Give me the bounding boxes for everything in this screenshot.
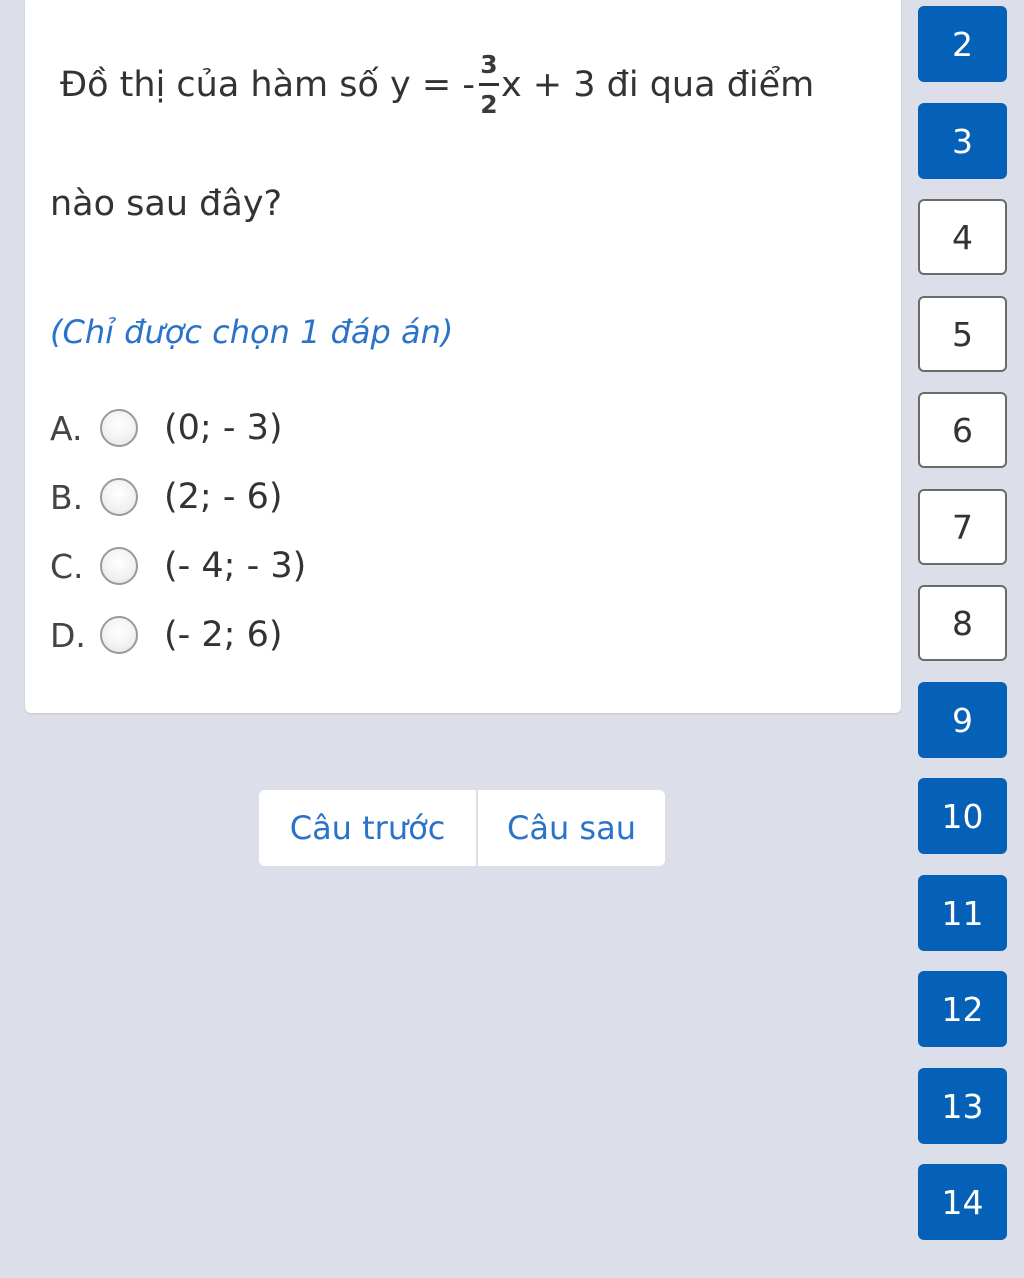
question-card	[25, 0, 901, 713]
option-letter: B.	[50, 477, 84, 517]
option-d[interactable]	[50, 611, 283, 659]
option-a[interactable]	[50, 404, 283, 452]
fraction-numerator: 3	[480, 50, 498, 79]
question-number-button[interactable]: 5	[918, 296, 1007, 372]
question-number-button[interactable]: 4	[918, 199, 1007, 275]
fraction	[479, 52, 499, 117]
option-d-radio[interactable]	[100, 616, 138, 654]
option-value: (0; - 3)	[164, 408, 283, 448]
question-number-button[interactable]: 3	[918, 103, 1007, 179]
question-text-after: x + 3 đi qua điểm	[500, 64, 815, 105]
question-number-button[interactable]: 12	[918, 971, 1007, 1047]
option-value: (2; - 6)	[164, 477, 283, 517]
option-b[interactable]	[50, 473, 283, 521]
question-text-before: Đồ thị của hàm số y = -	[60, 64, 475, 105]
option-value: (- 4; - 3)	[164, 546, 307, 586]
question-text-line2: nào sau đây?	[50, 184, 283, 224]
question-number-button[interactable]: 11	[918, 875, 1007, 951]
next-question-button[interactable]: Câu sau	[478, 790, 665, 866]
option-b-radio[interactable]	[100, 478, 138, 516]
question-number-button[interactable]: 2	[918, 6, 1007, 82]
answer-hint: (Chỉ được chọn 1 đáp án)	[50, 313, 454, 351]
option-letter: A.	[50, 408, 83, 448]
question-number-button[interactable]: 13	[918, 1068, 1007, 1144]
question-number-button[interactable]: 7	[918, 489, 1007, 565]
option-a-radio[interactable]	[100, 409, 138, 447]
question-text	[60, 52, 814, 117]
question-number-button[interactable]: 9	[918, 682, 1007, 758]
question-number-button[interactable]: 6	[918, 392, 1007, 468]
fraction-denominator: 2	[480, 90, 498, 119]
previous-question-button[interactable]: Câu trước	[259, 790, 478, 866]
option-value: (- 2; 6)	[164, 615, 283, 655]
question-number-button[interactable]: 14	[918, 1164, 1007, 1240]
question-number-button[interactable]: 8	[918, 585, 1007, 661]
question-number-button[interactable]: 10	[918, 778, 1007, 854]
option-letter: C.	[50, 546, 84, 586]
option-letter: D.	[50, 615, 86, 655]
option-c-radio[interactable]	[100, 547, 138, 585]
question-navigation	[259, 790, 665, 866]
option-c[interactable]	[50, 542, 306, 590]
